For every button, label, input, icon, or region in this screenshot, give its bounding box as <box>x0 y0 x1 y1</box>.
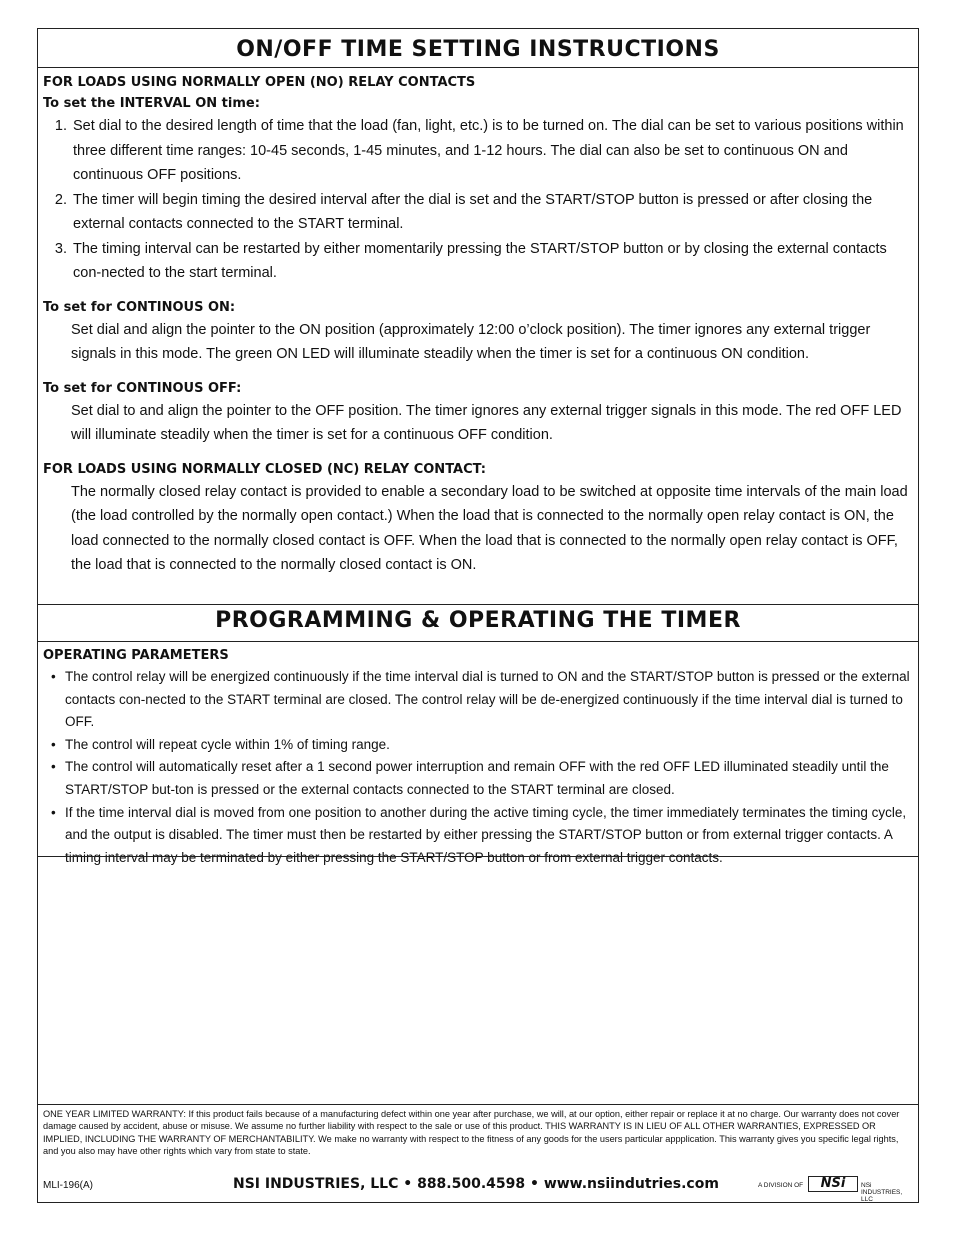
no-contacts-heading: FOR LOADS USING NORMALLY OPEN (NO) RELAY CONTACTS <box>43 75 476 90</box>
company-contact: NSI INDUSTRIES, LLC • 888.500.4598 • www.nsiindutries.com <box>233 1176 719 1192</box>
interval-on-heading: To set the INTERVAL ON time: <box>43 96 260 111</box>
instruction-sheet <box>37 28 919 1203</box>
section-title-on-off: ON/OFF TIME SETTING INSTRUCTIONS <box>236 37 720 62</box>
on-off-instructions <box>43 72 913 578</box>
warranty-text: ONE YEAR LIMITED WARRANTY: If this product fails because of a manufacturing defect within one year after purchase, we will, at our option, either repair or replace it at no charge. Our warranty does not cover damage caused by accident, abuse or misuse. We assume no further liability with respect to the sale or use of this product. THIS WARRANTY IS IN LIEU OF ALL OTHER WARRANTIES, EXPRESSED OR IMPLIED, INCLUDING THE WARRANTY OF MERCHANTABILITY. We make no warranty with respect to the fitness of any goods for the users particular appplication. This warranty gives you specific legal rights, and you also may have other rights which vary from state to state. <box>43 1109 900 1157</box>
continuous-off-heading: To set for CONTINOUS OFF: <box>43 380 242 396</box>
continuous-off-text: Set dial to and align the pointer to the OFF position. The timer ignores any external trigger signals in this mode. The red OFF LED will illuminate steadily when the timer is set for a continuous OFF condition. <box>71 402 902 443</box>
nsi-logo: NSi <box>808 1176 858 1192</box>
step-1: 1. Set dial to the desired length of time that the load (fan, light, etc.) is to be turned on. The dial can be set to various positions within three different time ranges: 10-45 seconds, 1-45 minutes, and 1-12 hours. The dial can also be set to continuous ON and continuous OFF positions. <box>71 114 913 188</box>
operating-parameters <box>43 645 913 869</box>
division-prefix: A DIVISION OF <box>758 1182 804 1189</box>
divider <box>38 67 918 68</box>
section-title-programming: PROGRAMMING & OPERATING THE TIMER <box>215 608 741 633</box>
divider <box>38 641 918 642</box>
interval-steps <box>43 114 913 286</box>
list-item: • The control will repeat cycle within 1% of timing range. <box>65 734 913 757</box>
list-item: • The control will automatically reset after a 1 second power interruption and remain OFF with the red OFF LED illuminated steadily until the START/STOP but-ton is pressed or the external contacts connected to the START terminal are closed. <box>65 756 913 801</box>
operating-parameters-heading: OPERATING PARAMETERS <box>43 648 229 663</box>
step-2: 2. The timer will begin timing the desired interval after the dial is set and the START/STOP button is pressed or after closing the external contacts connected to the START terminal. <box>71 188 913 237</box>
list-item: • If the time interval dial is moved from one position to another during the active timing cycle, the timer immediately terminates the timing cycle, and the output is disabled. The timer must then be restarted by either pressing the START/STOP button or from external trigger contacts. A timing interval may be terminated by either pressing the START/STOP button or from external trigger contacts. <box>65 802 913 870</box>
continuous-on-text: Set dial and align the pointer to the ON position (approximately 12:00 o’clock position). The timer ignores any external trigger signals in this mode. The green ON LED will illuminate steadily when the timer is set for a continuous ON condition. <box>71 321 871 362</box>
list-item: • The control relay will be energized continuously if the time interval dial is turned to ON and the START/STOP button is pressed or the external contacts con-nected to the START terminal are closed. The control relay will be de-energized continuously if the time interval dial is turned to OFF. <box>65 666 913 734</box>
division-suffix: NSi INDUSTRIES, LLC <box>861 1182 903 1203</box>
divider <box>38 1104 918 1105</box>
divider <box>38 604 918 605</box>
footer <box>43 1174 913 1203</box>
nc-contacts-heading: FOR LOADS USING NORMALLY CLOSED (NC) RELAY CONTACT: <box>43 461 487 477</box>
parameters-list <box>43 666 913 869</box>
document-code: MLI-196(A) <box>43 1180 94 1191</box>
step-3: 3. The timing interval can be restarted by either momentarily pressing the START/STOP button or by closing the external contacts con-nected to the start terminal. <box>71 237 913 286</box>
nc-contacts-text: The normally closed relay contact is provided to enable a secondary load to be switched at opposite time intervals of the main load (the load controlled by the normally open contact.) When the load that is connected to the normally open relay contact is ON, the load connected to the normally closed contact is OFF. When the load that is connected to the normally open relay contact is OFF, the load that is connected to the normally closed contact is ON. <box>71 483 908 573</box>
divider <box>38 856 918 857</box>
continuous-on-heading: To set for CONTINOUS ON: <box>43 299 236 315</box>
